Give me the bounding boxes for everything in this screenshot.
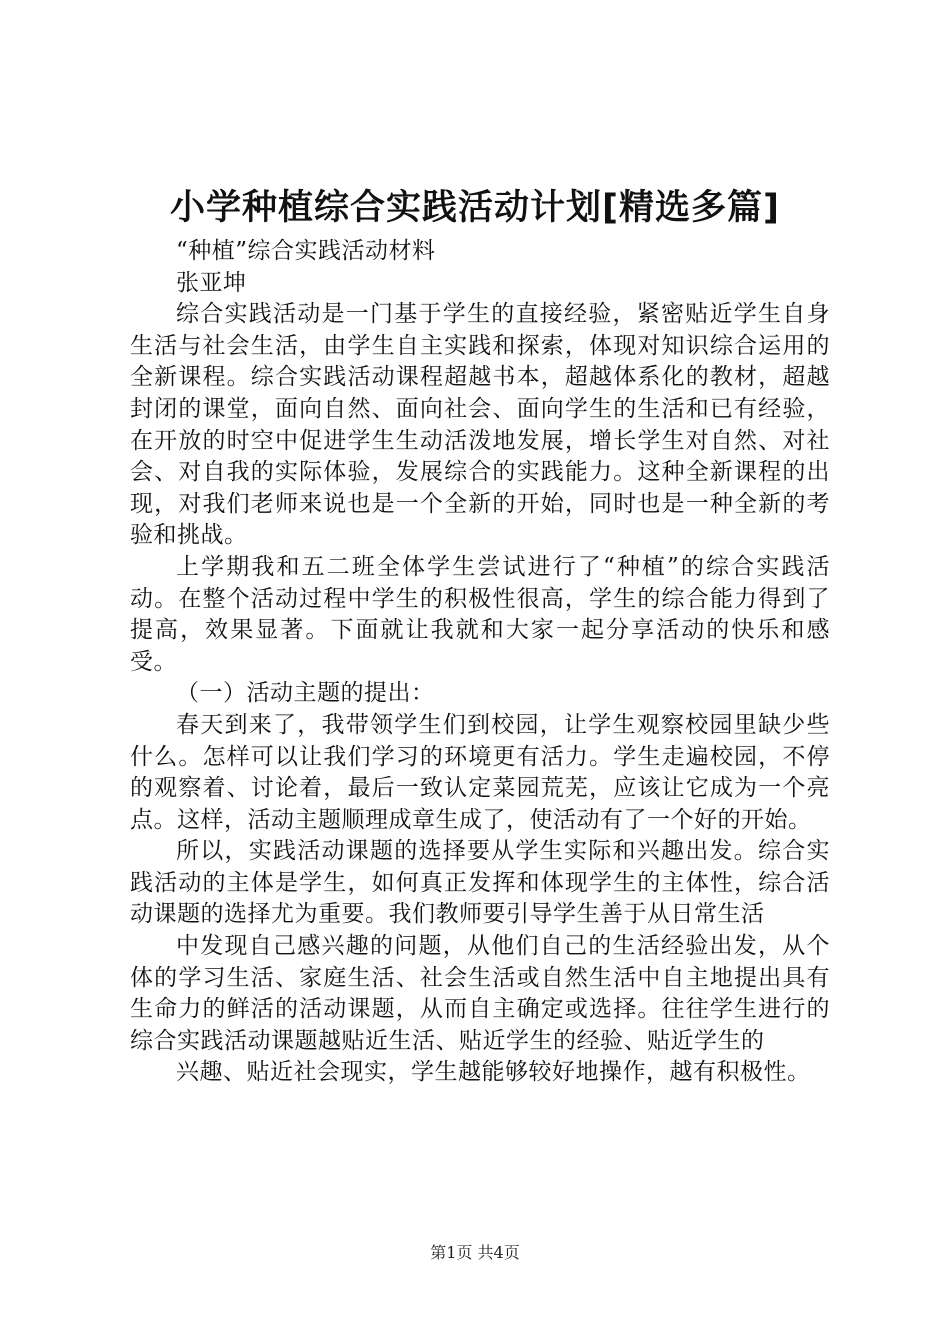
document-body [130, 236, 830, 1089]
page-number-footer: 第1页 共4页 [430, 1243, 520, 1262]
body-paragraph: 所以，实践活动课题的选择要从学生实际和兴趣出发。综合实践活动的主体是学生，如何真正发挥和体现学生的主体性，综合活动课题的选择尤为重要。我们教师要引导学生善于从日常生活 [130, 838, 830, 928]
body-paragraph: 综合实践活动是一门基于学生的直接经验，紧密贴近学生自身生活与社会生活，由学生自主实践和探索，体现对知识综合运用的全新课程。综合实践活动课程超越书本，超越体系化的教材，超越封闭的课堂，面向自然、面向社会、面向学生的生活和已有经验，在开放的时空中促进学生生动活泼地发展，增长学生对自然、对社会、对自我的实际体验，发展综合的实践能力。这种全新课程的出现，对我们老师来说也是一个全新的开始，同时也是一种全新的考验和挑战。 [130, 301, 830, 549]
section-heading: （一）活动主题的提出： [176, 680, 435, 707]
body-paragraph: 兴趣、贴近社会现实，学生越能够较好地操作，越有积极性。 [176, 1059, 811, 1086]
document-title: 小学种植综合实践活动计划[精选多篇] [170, 188, 780, 228]
author-paragraph: 张亚坤 [176, 269, 247, 296]
body-paragraph: 中发现自己感兴趣的问题，从他们自己的生活经验出发，从个体的学习生活、家庭生活、社会生活或自然生活中自主地提出具有生命力的鲜活的活动课题，从而自主确定或选择。往往学生进行的综合实践活动课题越贴近生活、贴近学生的经验、贴近学生的 [130, 933, 830, 1054]
subtitle-paragraph: “种植”综合实践活动材料 [176, 238, 436, 264]
body-paragraph: 春天到来了，我带领学生们到校园，让学生观察校园里缺少些什么。怎样可以让我们学习的环境更有活力。学生走遍校园，不停的观察着、讨论着，最后一致认定菜园荒芜，应该让它成为一个亮点。这样，活动主题顺理成章生成了，使活动有了一个好的开始。 [130, 711, 830, 833]
body-paragraph: 上学期我和五二班全体学生尝试进行了“种植”的综合实践活动。在整个活动过程中学生的积极性很高，学生的综合能力得到了提高，效果显著。下面就让我就和大家一起分享活动的快乐和感受。 [130, 553, 830, 675]
